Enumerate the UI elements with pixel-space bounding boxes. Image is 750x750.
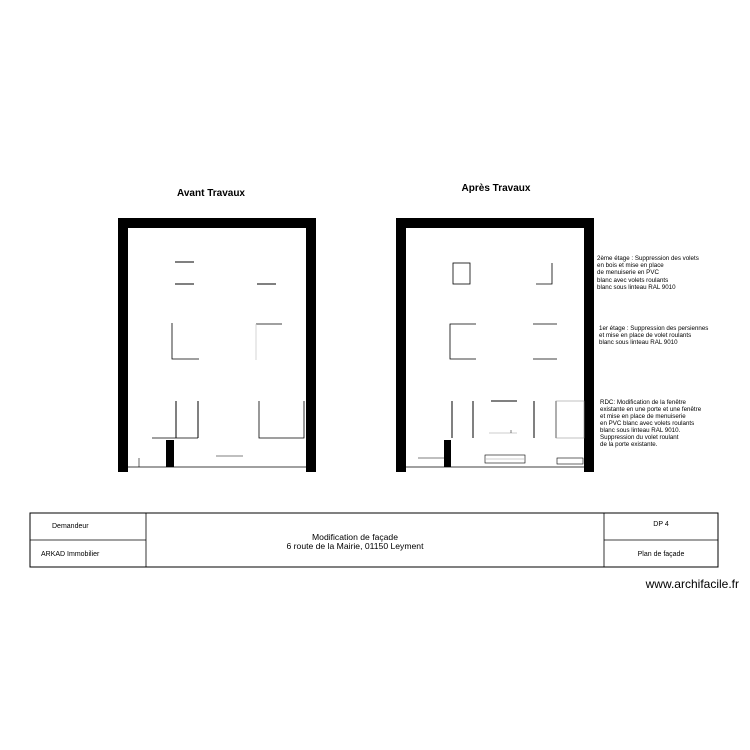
document-name: Plan de façade: [637, 551, 685, 558]
note-1st-floor: 1er étage : Suppression des persiennes et mise en place de volet roulants blanc sous linteau RAL 9010: [599, 325, 709, 346]
project-address: 6 route de la Mairie, 01150 Leyment: [286, 541, 424, 551]
note-2nd-floor: 2ème étage : Suppression des volets en bois et mise en place de menuiserie en PVC blanc avec volets roulants blanc sous linteau RAL 9010: [597, 255, 699, 291]
before-rdc-pillar: [166, 440, 174, 467]
facade-after-walls: [396, 218, 594, 472]
after-rdc-new-window: [556, 401, 584, 438]
before-window-1f-left: [172, 323, 199, 359]
facade-before: [118, 218, 316, 472]
after-rdc-window-threshold: [557, 458, 583, 464]
demandeur-label: Demandeur: [52, 523, 89, 530]
after-window-2f-right: [536, 263, 552, 284]
after-title: Après Travaux: [461, 183, 531, 194]
demandeur-value: ARKAD Immobilier: [41, 551, 100, 558]
facade-after: [396, 218, 594, 472]
document-code: DP 4: [653, 521, 669, 528]
after-window-1f-left: [450, 324, 476, 359]
archifacile-watermark[interactable]: www.archifacile.fr: [645, 577, 739, 591]
after-rdc-pillar: [444, 440, 451, 467]
before-title: Avant Travaux: [177, 188, 245, 199]
title-block: [30, 513, 718, 567]
project-description: Modification de façade: [312, 532, 398, 542]
note-ground-floor: RDC: Modification de la fenêtre existante en une porte et une fenêtre et mise en place de menuiserie en PVC blanc avec volets roulants blanc sous linteau RAL 9010. Suppression du volet roulant de la porte existante.: [600, 399, 702, 448]
after-window-2f-left: [453, 263, 470, 284]
facade-before-walls: [118, 218, 316, 472]
before-rdc-door: [259, 401, 304, 438]
